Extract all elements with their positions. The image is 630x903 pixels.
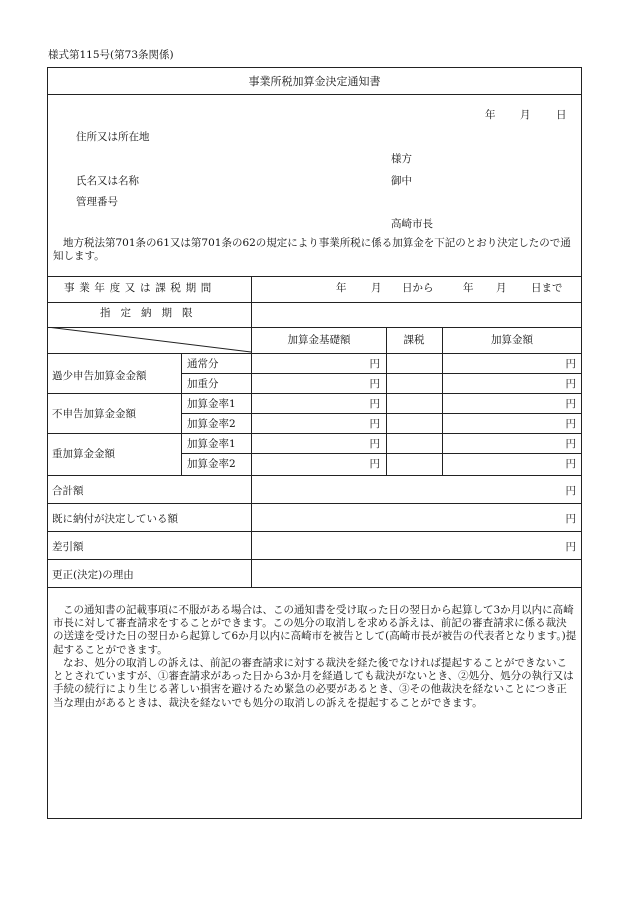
due-label: 指定納期限: [100, 307, 203, 319]
honorific-onchu: 御中: [391, 175, 412, 187]
date-day: 日: [556, 109, 567, 121]
divider: [47, 559, 582, 560]
divider: [181, 353, 182, 475]
issuer: 高崎市長: [391, 218, 433, 230]
yen-unit: 円: [565, 358, 576, 370]
row-label: 加算金率1: [187, 438, 236, 450]
divider: [47, 276, 582, 277]
row-label: 通常分: [187, 358, 219, 370]
col-header-rate: 課税: [403, 334, 425, 346]
divider: [47, 531, 582, 532]
honorific-sama: 様方: [391, 153, 412, 165]
name-label: 氏名又は名称: [76, 175, 139, 187]
yen-unit: 円: [565, 458, 576, 470]
divider: [47, 503, 582, 504]
divider: [47, 475, 582, 476]
period-from-month: 月: [371, 282, 382, 294]
group-label-noreport: 不申告加算金金額: [52, 408, 136, 420]
divider: [47, 302, 582, 303]
group-label-heavy: 重加算金金額: [52, 448, 115, 460]
divider: [47, 353, 582, 354]
divider: [47, 393, 582, 394]
period-to-year: 年: [463, 282, 474, 294]
period-label: 事業年度又は課税期間: [64, 282, 216, 294]
yen-unit: 円: [369, 358, 380, 370]
diff-label: 差引額: [52, 541, 84, 553]
management-number-label: 管理番号: [76, 196, 118, 208]
form-number: 様式第115号(第73条関係): [48, 49, 174, 61]
period-to-day: 日まで: [531, 282, 563, 294]
yen-unit: 円: [565, 438, 576, 450]
col-header-base: 加算金基礎額: [287, 334, 351, 346]
yen-unit: 円: [369, 378, 380, 390]
yen-unit: 円: [565, 398, 576, 410]
yen-unit: 円: [369, 438, 380, 450]
form-title: 事業所税加算金決定通知書: [248, 75, 381, 88]
yen-unit: 円: [565, 513, 576, 525]
yen-unit: 円: [565, 378, 576, 390]
period-from-year: 年: [336, 282, 347, 294]
date-year: 年: [485, 109, 496, 121]
col-header-amount: 加算金額: [491, 334, 533, 346]
yen-unit: 円: [369, 418, 380, 430]
divider: [47, 94, 582, 95]
date-month: 月: [520, 109, 531, 121]
yen-unit: 円: [565, 541, 576, 553]
paid-label: 既に納付が決定している額: [52, 513, 178, 525]
appeal-notice: この通知書の記載事項に不服がある場合は、この通知書を受け取った日の翌日から起算して3か月以内に高崎市長に対して審査請求をすることができます。この処分の取消しを求める訴えは、前記の審査請求に係る裁決の送達を受けた日の翌日から起算して6か月以内に高崎市を被告として(高崎市長が被告の代表者となります。)提起することができます。: [53, 604, 577, 656]
row-label: 加算金率2: [187, 458, 236, 470]
diagonal-line: [47, 327, 252, 353]
divider: [47, 587, 582, 588]
group-label-underreport: 過少申告加算金金額: [52, 370, 147, 382]
row-label: 加重分: [187, 378, 219, 390]
yen-unit: 円: [565, 485, 576, 497]
divider: [47, 433, 582, 434]
period-to-month: 月: [496, 282, 507, 294]
yen-unit: 円: [369, 398, 380, 410]
row-label: 加算金率2: [187, 418, 236, 430]
total-label: 合計額: [52, 485, 84, 497]
period-from-day: 日から: [402, 282, 434, 294]
divider: [251, 276, 252, 587]
divider: [181, 453, 582, 454]
divider: [181, 373, 582, 374]
address-label: 住所又は所在地: [76, 131, 150, 143]
yen-unit: 円: [565, 418, 576, 430]
yen-unit: 円: [369, 458, 380, 470]
lawsuit-notice: なお、処分の取消しの訴えは、前記の審査請求に対する裁決を経た後でなければ提起することができないこととされていますが、①審査請求があった日から3か月を経過しても裁決がないとき、②処分、処分の執行又は手続の続行により生じる著しい損害を避けるため緊急の必要があるとき、③その他裁決を経ないことにつき正当な理由があるときは、裁決を経ないでも処分の取消しの訴えを提起することができます。: [53, 657, 574, 709]
notice-text: 地方税法第701条の61又は第701条の62の規定により事業所税に係る加算金を下記のとおり決定したので通知します。: [53, 237, 571, 263]
row-label: 加算金率1: [187, 398, 236, 410]
divider: [181, 413, 582, 414]
reason-label: 更正(決定)の理由: [52, 569, 134, 581]
